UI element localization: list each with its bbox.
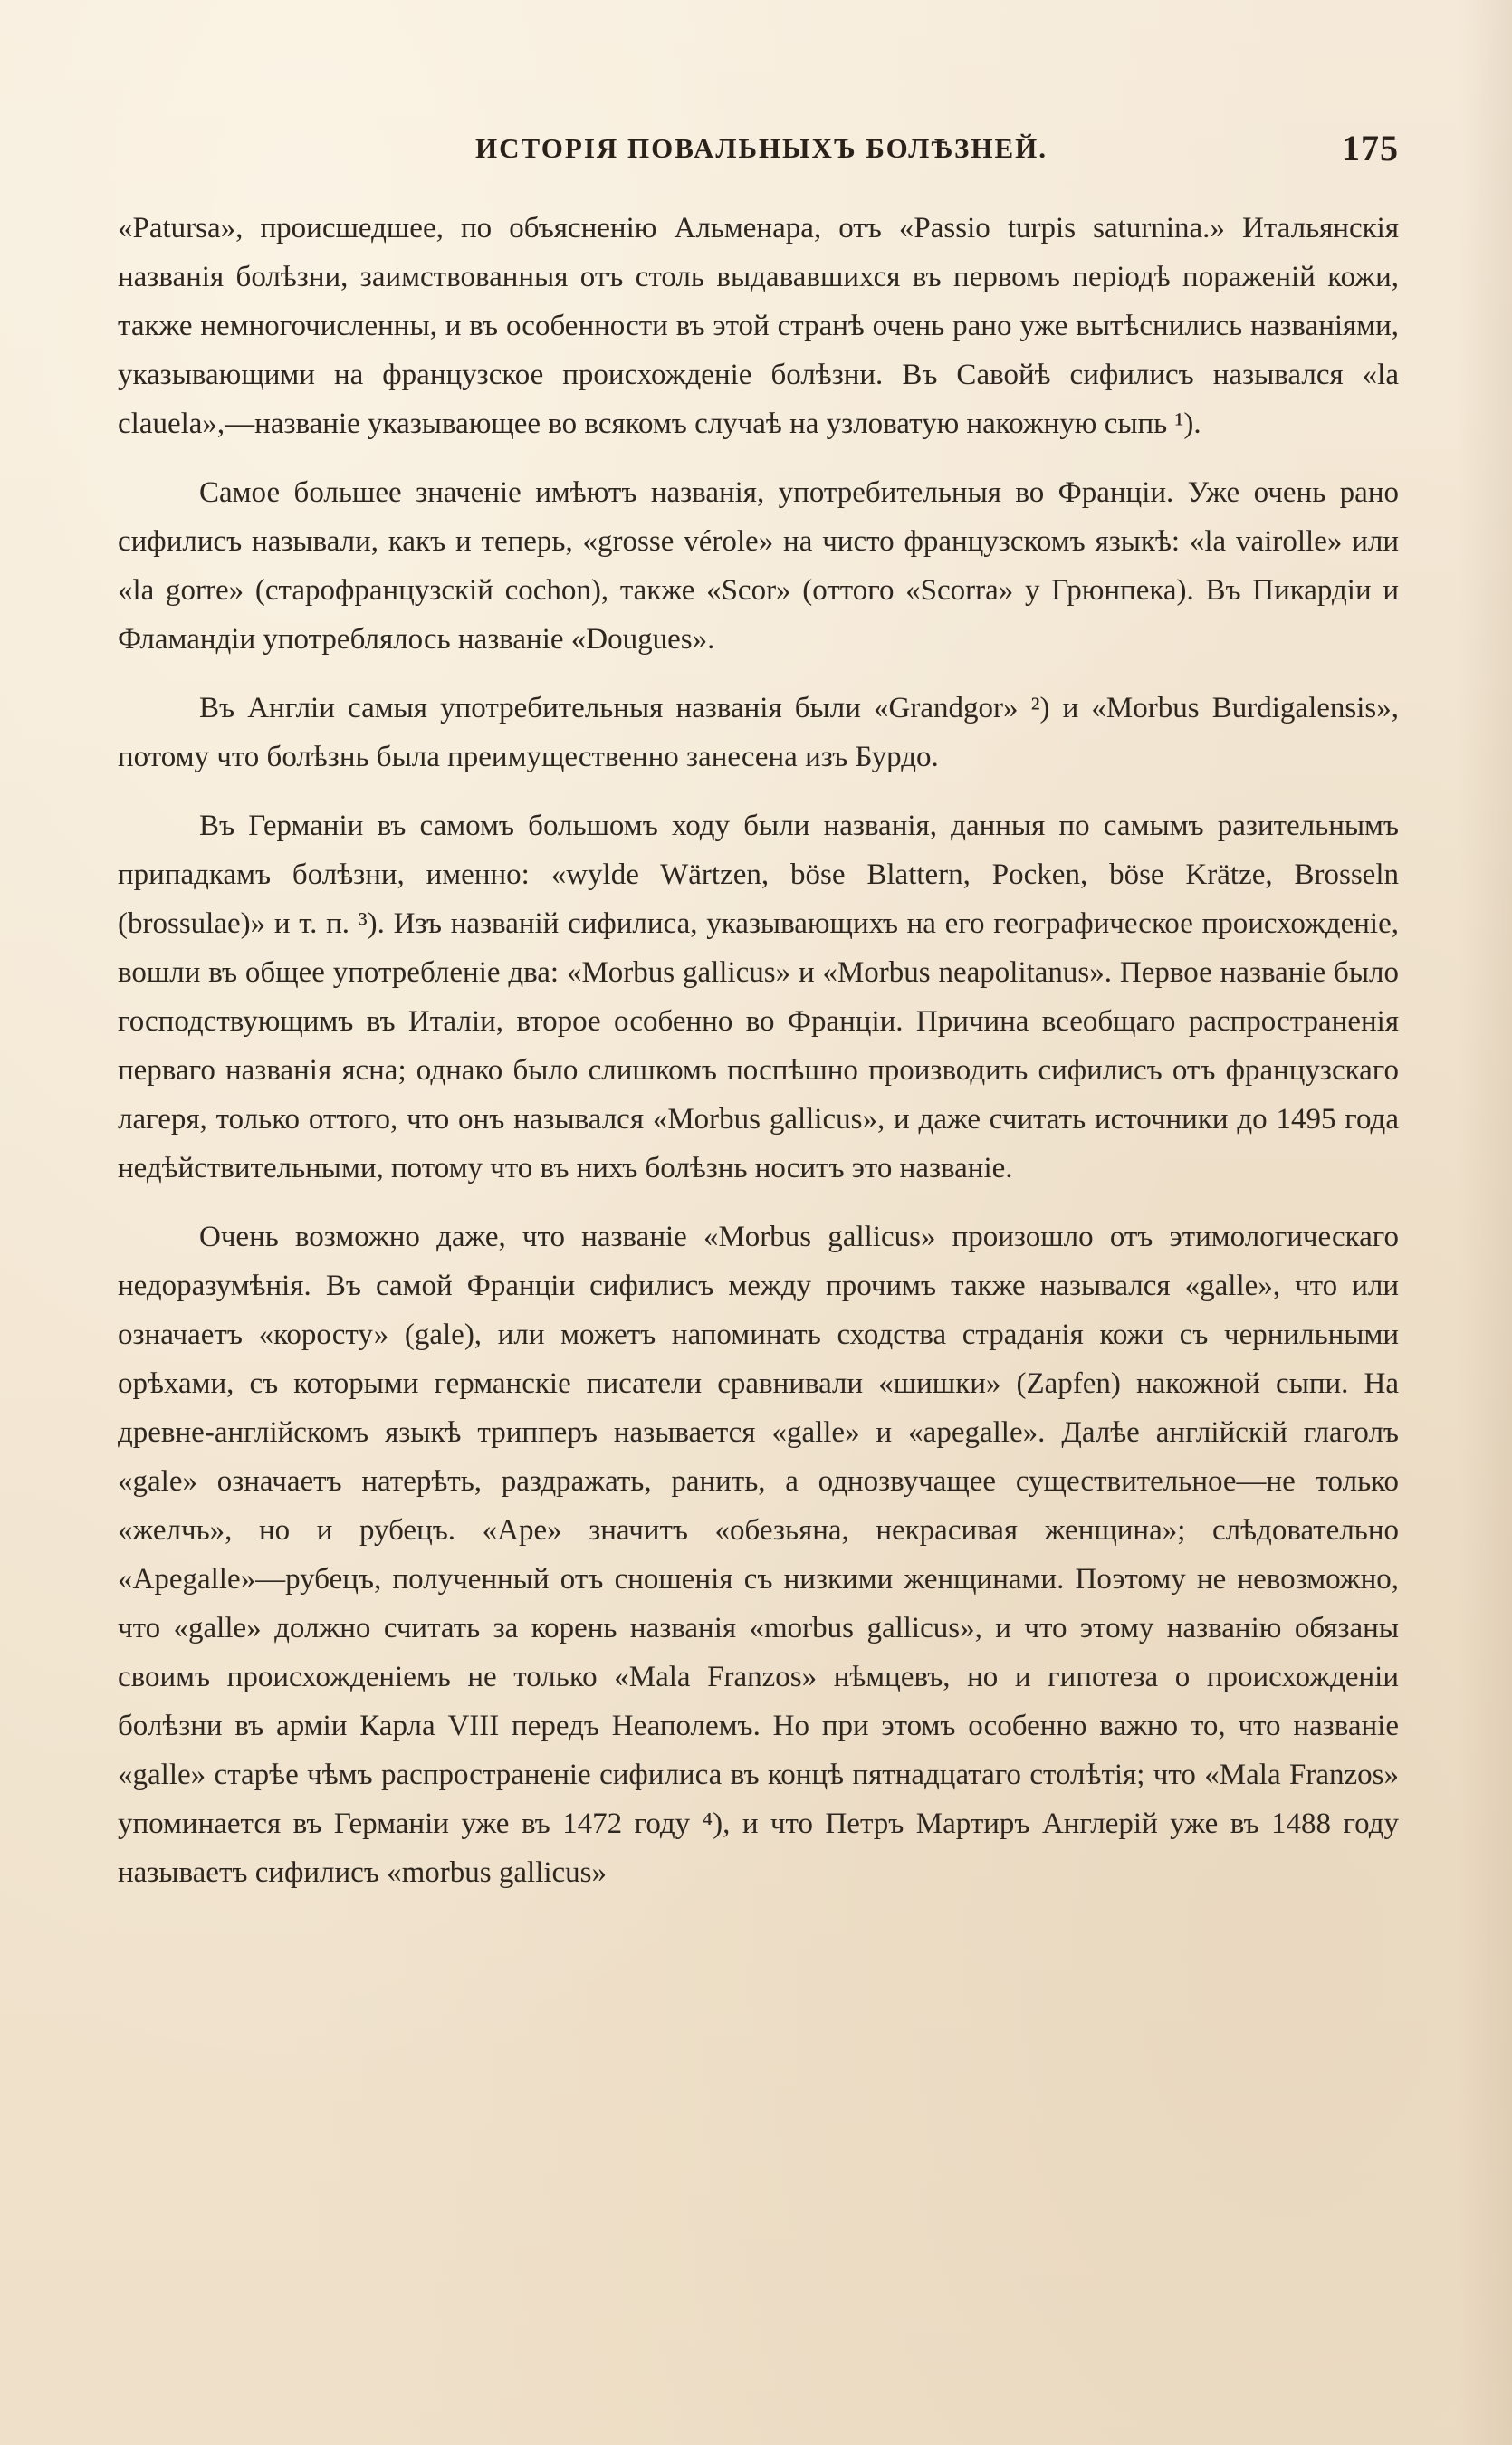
running-title: ИСТОРІЯ ПОВАЛЬНЫХЪ БОЛѢЗНЕЙ. [475,132,1048,164]
body-text [118,204,1399,1917]
paragraph: Самое большее значеніе имѣютъ названія, употребительныя во Франціи. Уже очень рано сифилисъ называли, какъ и теперь, «grosse vérole» на чисто французскомъ языкѣ: «la vairolle» или «la gorre» (старофранцузскій cochon), также «Scor» (оттого «Scorra» у Грюнпека). Въ Пикардіи и Фламандіи употреблялось названіе «Dougues». [118,476,1399,656]
paragraph: «Patursa», происшедшее, по объясненію Альменара, отъ «Passio turpis saturnina.» Итальянскія названія болѣзни, заимствованныя отъ столь выдававшихся въ первомъ періодѣ пораженій кожи, также немногочисленны, и въ особенности въ этой странѣ очень рано уже вытѣснились названіями, указывающими на французское происхожденіе болѣзни. Въ Савойѣ сифилисъ назывался «la clauela»,—названіе указывающее во всякомъ случаѣ на узловатую накожную сыпь ¹). [118,212,1399,440]
paragraph: Въ Германіи въ самомъ большомъ ходу были названія, данныя по самымъ разительнымъ припадкамъ болѣзни, именно: «wylde Wärtzen, böse Blattern, Pocken, böse Krätze, Brosseln (brossulae)» и т. п. ³). Изъ названій сифилиса, указывающихъ на его географическое происхожденіе, вошли въ общее употребленіе два: «Morbus gallicus» и «Morbus neapolitanus». Первое названіе было господствующимъ въ Италіи, второе особенно во Франціи. Причина всеобщаго распространенія перваго названія ясна; однако было слишкомъ поспѣшно производить сифилисъ отъ французскаго лагеря, только оттого, что онъ назывался «Morbus gallicus», и даже считать источники до 1495 года недѣйствительными, потому что въ нихъ болѣзнь носитъ это названіе. [118,810,1399,1184]
page-edge-shadow [1458,0,1512,2445]
paragraph: Въ Англіи самыя употребительныя названія были «Grandgor» ²) и «Morbus Burdigalensis», потому что болѣзнь была преимущественно занесена изъ Бурдо. [118,692,1399,773]
page-header [118,127,1399,172]
page-number: 175 [1342,128,1399,168]
paragraph: Очень возможно даже, что названіе «Morbus gallicus» произошло отъ этимологическаго недоразумѣнія. Въ самой Франціи сифилисъ между прочимъ также назывался «galle», что или означаетъ «коросту» (gale), или можетъ напоминать сходства страданія кожи съ чернильными орѣхами, съ которыми германскіе писатели сравнивали «шишки» (Zapfen) накожной сыпи. На древне-англійскомъ языкѣ трипперъ называется «galle» и «apegalle». Далѣе англійскій глаголъ «gale» означаетъ натерѣть, раздражать, ранить, а однозвучащее существительное—не только «желчь», но и рубецъ. «Ape» значитъ «обезьяна, некрасивая женщина»; слѣдовательно «Apegalle»—рубецъ, полученный отъ сношенія съ низкими женщинами. Поэтому не невозможно, что «galle» должно считать за корень названія «morbus gallicus», и что этому названію обязаны своимъ происхожденіемъ не только «Mala Franzos» нѣмцевъ, но и гипотеза о происхожденіи болѣзни въ арміи Карла VIII передъ Неаполемъ. Но при этомъ особенно важно то, что названіе «galle» старѣе чѣмъ распространеніе сифилиса въ концѣ пятнадцатаго столѣтія; что «Mala Franzos» упоминается въ Германіи уже въ 1472 году ⁴), и что Петръ Мартиръ Англерій уже въ 1488 году называетъ сифилисъ «morbus gallicus» [118,1221,1399,1889]
